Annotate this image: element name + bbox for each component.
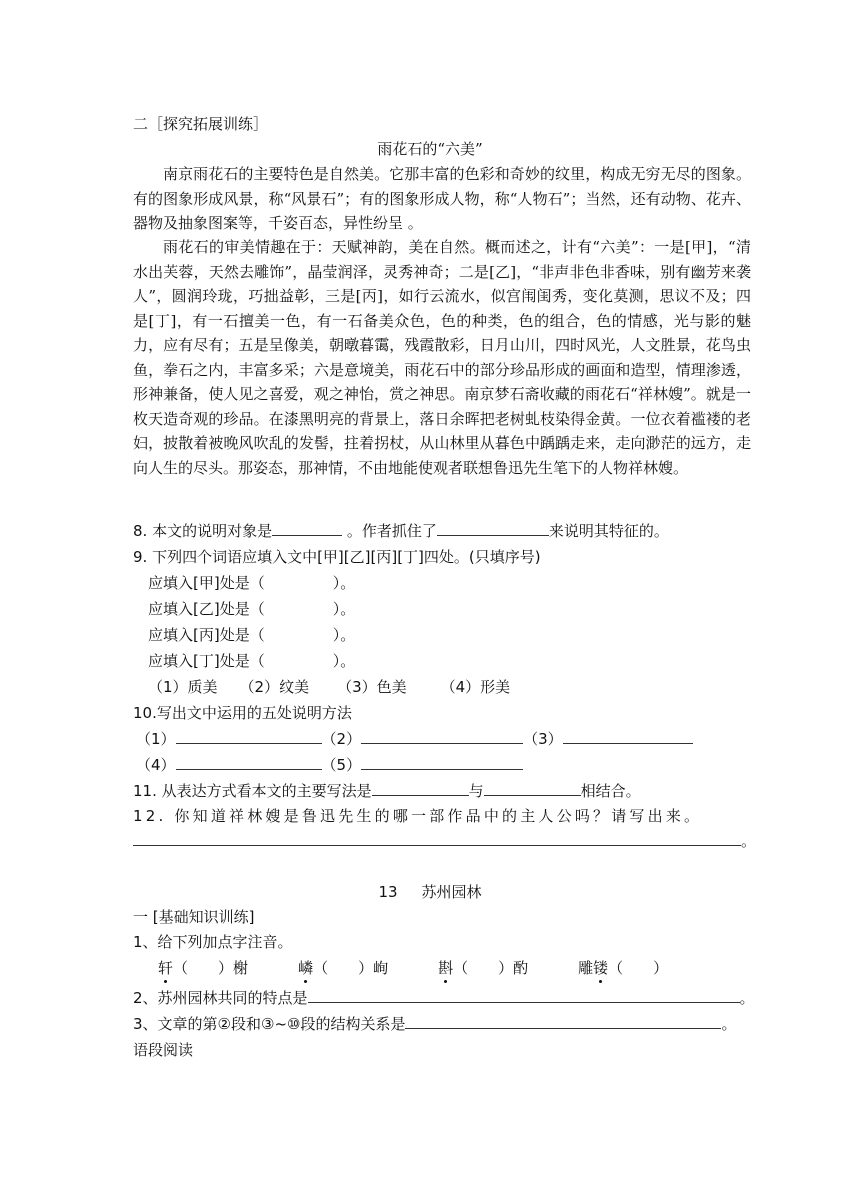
question-10-row-1	[136, 729, 693, 749]
lesson-number: 13	[378, 883, 398, 901]
blank-label: （4）	[136, 756, 176, 774]
fill-end: ）。	[332, 626, 356, 644]
answer-blank[interactable]	[437, 521, 549, 536]
option-4: （4）形美	[440, 678, 511, 696]
question-11	[133, 781, 641, 801]
pinyin-row	[158, 958, 668, 978]
lesson-title: 苏州园林	[421, 883, 482, 901]
pinyin-blank[interactable]: （ ）	[453, 959, 514, 977]
answer-blank[interactable]	[308, 988, 740, 1003]
answer-blank[interactable]	[361, 729, 523, 744]
pinyin-item-3: 斟（ ）酌	[438, 959, 529, 977]
period: 。	[741, 832, 757, 850]
blank-label: （1）	[136, 730, 176, 748]
question-10: 10.写出文中运用的五处说明方法	[133, 704, 352, 722]
article-paragraph-1: 南京雨花石的主要特色是自然美。它那丰富的色彩和奇妙的纹里，构成无穷无尽的图象。有的图象形成风景，称“风景石”；有的图象形成人物，称“人物石”；当然，还有动物、花卉、器物及抽象图案等，千姿百态，异性纷呈 。	[133, 165, 751, 232]
answer-blank[interactable]	[176, 755, 322, 770]
question-9-options	[148, 677, 510, 697]
basic-question-1: 1、给下列加点字注音。	[133, 933, 293, 951]
question-10-row-2	[136, 755, 523, 775]
pinyin-blank[interactable]: （ ）	[608, 959, 669, 977]
fill-label: 应填入[乙]处是（	[148, 600, 265, 618]
answer-blank[interactable]	[484, 781, 581, 796]
answer-blank[interactable]	[133, 831, 741, 846]
option-3: （3）色美	[337, 678, 407, 696]
article-paragraph-2: 雨花石的审美情趣在于：天赋神韵，美在自然。概而述之，计有“六美”：一是[甲]，“清水出芙蓉，天然去雕饰”，晶莹润泽，灵秀神奇；二是[乙]，“非声非色非香味，别有幽芳来袭人”，圆润玲珑，巧拙益彰，三是[丙]，如行云流水，似宫闱闺秀，变化莫测，思议不及；四是[丁]，有一石擅美一色，有一石备美众色，色的种类，色的组合，色的情感，光与影的魅力，应有尽有；五是呈像美，朝暾暮霭，残霞散彩，日月山川，四时风光，人文胜景，花鸟虫鱼，拳石之内，丰富多采；六是意境美，雨花石中的部分珍品形成的画面和造型，情理渗透，形神兼备，使人见之喜爱，观之神怡，赏之神思。南京梦石斋收藏的雨花石“祥林嫂”。就是一枚天造奇观的珍品。在漆黑明亮的背景上，落日余晖把老树虬枝染得金黄。一位衣着褴褛的老妇，披散着被晚风吹乱的发髻，拄着拐杖，从山林里从暮色中踽踽走来，走向渺茫的远方，走向人生的尽头。那姿态，那神情，不由地能使观者联想鲁迅先生笔下的人物祥林嫂。	[133, 238, 751, 477]
dotted-char: 嶙	[298, 959, 314, 977]
fill-item-jia	[148, 573, 355, 593]
question-8-text-b: 。作者抓住了	[342, 522, 437, 540]
blank-label: （2）	[321, 730, 362, 748]
question-11-text-a: 11. 从表达方式看本文的主要写法是	[133, 782, 372, 800]
lesson-heading	[0, 882, 860, 902]
fill-item-bing	[148, 625, 355, 645]
fill-end: ）。	[332, 600, 356, 618]
option-1: （1）质美	[148, 678, 218, 696]
section-header-basic: 一 [基础知识训练]	[133, 908, 255, 926]
blank-label: （3）	[523, 730, 563, 748]
fill-item-yi	[148, 599, 355, 619]
option-2: （2）纹美	[239, 678, 310, 696]
answer-blank[interactable]	[372, 781, 469, 796]
question-11-text-c: 相结合。	[580, 782, 641, 800]
fill-label: 应填入[丙]处是（	[148, 626, 265, 644]
question-12-answer-row	[133, 831, 756, 851]
basic-question-2: 2、苏州园林共同的特点是 。	[133, 989, 755, 1007]
pinyin-item-4: 雕镂（ ）	[578, 959, 669, 977]
question-8-text-c: 来说明其特征的。	[548, 522, 669, 540]
dotted-char: 镂	[593, 959, 609, 977]
blank-label: （5）	[321, 756, 362, 774]
pinyin-blank[interactable]: （ ）	[173, 959, 234, 977]
question-11-text-b: 与	[468, 782, 484, 800]
fill-item-ding	[148, 651, 355, 671]
dotted-char: 轩	[158, 959, 174, 977]
section-header-exploration: 二［探究拓展训练］	[133, 115, 269, 133]
answer-blank[interactable]	[176, 729, 322, 744]
pinyin-blank[interactable]: （ ）	[313, 959, 374, 977]
question-12: 12. 你知道祥林嫂是鲁迅先生的哪一部作品中的主人公吗？请写出来。	[133, 807, 703, 825]
pinyin-item-1: 轩（ ）榭	[158, 959, 249, 977]
question-9: 9. 下列四个词语应填入文中[甲][乙][丙][丁]四处。(只填序号)	[133, 548, 541, 566]
question-8	[133, 521, 669, 541]
question-8-text-a: 8. 本文的说明对象是	[133, 522, 273, 540]
fill-label: 应填入[丁]处是（	[148, 652, 265, 670]
answer-blank[interactable]	[563, 729, 693, 744]
article-title: 雨花石的“六美”	[377, 140, 483, 158]
fill-end: ）。	[332, 652, 356, 670]
basic-question-3: 3、文章的第②段和③~⑩段的结构关系是 。	[133, 1015, 737, 1033]
answer-blank[interactable]	[405, 1014, 721, 1029]
pinyin-item-2: 嶙（ ）峋	[298, 959, 389, 977]
dotted-char: 斟	[438, 959, 454, 977]
answer-blank[interactable]	[361, 755, 523, 770]
reading-section-label: 语段阅读	[133, 1041, 194, 1059]
fill-label: 应填入[甲]处是（	[148, 574, 265, 592]
answer-blank[interactable]	[272, 521, 342, 536]
fill-end: ）。	[332, 574, 356, 592]
